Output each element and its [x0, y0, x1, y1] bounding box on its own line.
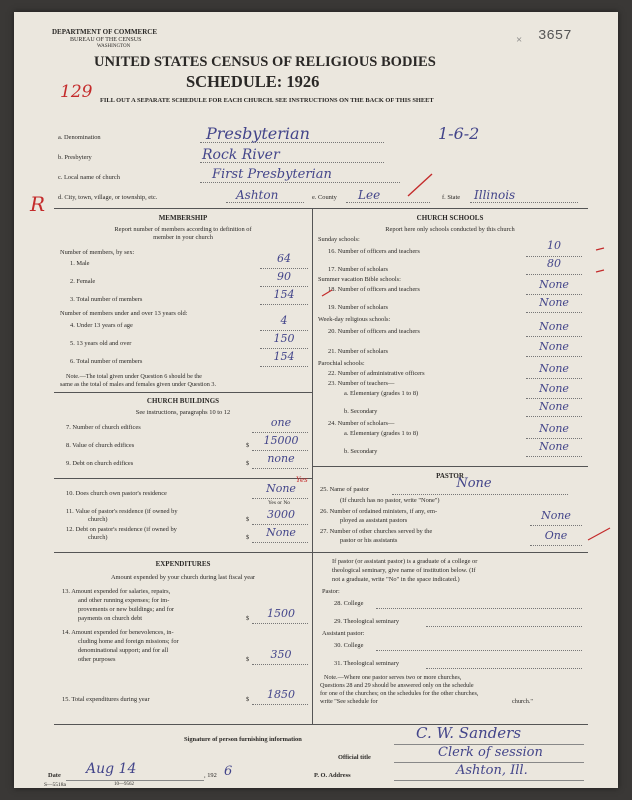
q16-value: 10: [547, 239, 561, 252]
pastor-title: PASTOR: [436, 472, 464, 480]
q29-label: 29. Theological seminary: [334, 618, 400, 625]
red-check-icon: [406, 172, 434, 198]
q17-label: 17. Number of scholars: [328, 266, 388, 273]
q19-value: None: [539, 296, 569, 309]
presbytery-value: Rock River: [202, 147, 280, 163]
q13-amount: 1500: [267, 607, 295, 620]
schools-sub: Report here only schools conducted by this church: [385, 226, 515, 233]
bureau-label: BUREAU OF THE CENSUS: [70, 37, 142, 43]
q9-dollar: $: [246, 460, 250, 467]
q4-under-13: 4: [280, 314, 288, 327]
membership-note-2: same as the total of males and females given under Question 3.: [60, 381, 217, 388]
q19-label: 19. Number of scholars: [328, 304, 388, 311]
instruction-line: FILL OUT A SEPARATE SCHEDULE FOR EACH CHURCH. SEE INSTRUCTIONS ON THE BACK OF THIS SHEET: [100, 97, 434, 104]
state-value: Illinois: [474, 188, 516, 202]
q8-value: 15000: [263, 434, 299, 447]
q23a-label: a. Elementary (grades 1 to 8): [344, 390, 419, 397]
q14-line-1: 14. Amount expended for benevolences, in-: [62, 629, 174, 636]
hand-number: 129: [60, 82, 93, 102]
pastor-note-4b: church.": [512, 698, 533, 705]
q27-line-2: pastor or his assistants: [340, 537, 398, 544]
year-prefix: , 192: [204, 772, 217, 779]
sunday-head: Sunday schools:: [318, 236, 360, 243]
q10-residence: None: [266, 482, 296, 495]
pastor-note-2: Questions 28 and 29 should be answered only on the schedule: [320, 682, 474, 689]
q7-label: 7. Number of church edifices: [66, 424, 141, 431]
expenditures-sub: Amount expended by your church during last fiscal year: [110, 574, 256, 581]
denomination-code: 1-6-2: [438, 124, 480, 143]
q7-edifices: one: [270, 416, 292, 429]
q13-line-1: 13. Amount expended for salaries, repairs,: [62, 588, 171, 595]
q11-label-1: 11. Value of pastor's residence (if owned by: [66, 508, 178, 515]
pastor-head: Pastor:: [322, 588, 340, 595]
q9-debt: none: [267, 452, 295, 465]
q14-line-3: denominational support; and for all: [78, 647, 169, 654]
pastor-note-3: for one of the churches; on the schedules for the other churches,: [320, 690, 479, 697]
q27-value: One: [544, 529, 568, 542]
city-value: Ashton: [236, 188, 279, 202]
q20-value: None: [539, 320, 569, 333]
q22-label: 22. Number of administrative officers: [328, 370, 425, 377]
red-tick-icon-membership: [320, 288, 334, 298]
q26-value: None: [541, 509, 571, 522]
q23-label: 23. Number of teachers—: [328, 380, 395, 387]
q23a-value: None: [539, 382, 569, 395]
q26-line-2: ployed as assistant pastors: [340, 517, 408, 524]
year-digit: 6: [224, 764, 233, 779]
membership-note-1: Note.—The total given under Question 6 should be the: [66, 373, 202, 380]
q24a-value: None: [539, 422, 569, 435]
form-number: 3657: [538, 28, 572, 44]
presbytery-label: b. Presbytery: [58, 154, 92, 161]
q14-line-4: other purposes: [78, 656, 116, 663]
q18-value: None: [539, 278, 569, 291]
q1-label: 1. Male: [70, 260, 90, 267]
q24a-label: a. Elementary (grades 1 to 8): [344, 430, 419, 437]
q8-label: 8. Value of church edifices: [66, 442, 135, 449]
q6-label: 6. Total number of members: [70, 358, 143, 365]
q11-label-2: church): [88, 516, 108, 523]
parochial-head: Parochial schools:: [318, 360, 365, 367]
schools-title: CHURCH SCHOOLS: [416, 214, 484, 222]
q14-amount: 350: [270, 648, 292, 661]
q2-label: 2. Female: [70, 278, 96, 285]
q28-label: 28. College: [334, 600, 364, 607]
q20-label: 20. Number of officers and teachers: [328, 328, 420, 335]
denomination-value: Presbyterian: [206, 124, 310, 143]
po-address-value: Ashton, Ill.: [456, 763, 528, 778]
county-label: e. County: [312, 194, 337, 201]
state-label: f. State: [442, 194, 461, 201]
q26-line-1: 26. Number of ordained ministers, if any, em-: [320, 508, 438, 515]
q1-male: 64: [277, 252, 291, 265]
q15-dollar: $: [246, 696, 250, 703]
q22-value: None: [539, 362, 569, 375]
q4-label: 4. Under 13 years of age: [70, 322, 133, 329]
denomination-label: a. Denomination: [58, 134, 101, 141]
county-value: Lee: [358, 188, 381, 202]
red-tick-icon: [594, 244, 606, 284]
local-name-value: First Presbyterian: [212, 167, 332, 182]
vacation-head: Summer vacation Bible schools:: [318, 276, 401, 283]
official-title-value: Clerk of session: [438, 745, 543, 760]
pastor-note-4: write "See schedule for: [320, 698, 378, 705]
q13-line-4: payments on church debt: [78, 615, 143, 622]
q3-label: 3. Total number of members: [70, 296, 143, 303]
local-name-label: c. Local name of church: [58, 174, 120, 181]
q13-dollar: $: [246, 615, 250, 622]
signature-value: C. W. Sanders: [416, 724, 522, 742]
weekday-head: Week-day religious schools:: [318, 316, 391, 323]
q11-value: 3000: [267, 508, 295, 521]
red-tick-icon-pastor: [586, 524, 612, 544]
q23b-value: None: [539, 400, 569, 413]
q6-total: 154: [273, 350, 295, 363]
q12-debt: None: [266, 526, 296, 539]
form-code: S—5518a: [44, 782, 66, 788]
signature-label: Signature of person furnishing information: [184, 736, 302, 743]
q5-label: 5. 13 years old and over: [70, 340, 132, 347]
q13-line-3: provements or new buildings; and for: [78, 606, 175, 613]
q8-dollar: $: [246, 442, 250, 449]
q10-mark: Yes: [296, 476, 308, 484]
q11-dollar: $: [246, 516, 250, 523]
q12-label-2: church): [88, 534, 108, 541]
date-value: Aug 14: [86, 761, 137, 777]
q23b-label: b. Secondary: [344, 408, 378, 415]
q13-line-2: and other running expenses; for im-: [78, 597, 170, 604]
q2-female: 90: [277, 270, 291, 283]
print-code: 10—9562: [114, 782, 134, 787]
q31-label: 31. Theological seminary: [334, 660, 400, 667]
buildings-title: CHURCH BUILDINGS: [146, 397, 220, 405]
schedule-year: SCHEDULE: 1926: [186, 72, 320, 91]
members-by-sex: Number of members, by sex:: [60, 249, 135, 256]
q24b-value: None: [539, 440, 569, 453]
q10-label: 10. Does church own pastor's residence: [66, 490, 167, 497]
q10-note: Yes or No: [268, 500, 291, 506]
date-label: Date: [48, 772, 61, 779]
membership-title: MEMBERSHIP: [158, 214, 208, 222]
membership-intro-1: Report number of members according to definition of: [114, 226, 252, 233]
q15-label: 15. Total expenditures during year: [62, 696, 150, 703]
census-schedule-page: [14, 12, 618, 788]
age-intro: Number of members under and over 13 years old:: [60, 310, 188, 317]
assistant-head: Assistant pastor:: [322, 630, 365, 637]
grad-line-3: not a graduate, write "No" in the space indicated.): [332, 576, 460, 583]
city-label: WASHINGTON: [97, 44, 131, 49]
expenditures-title: EXPENDITURES: [155, 560, 211, 568]
q12-dollar: $: [246, 534, 250, 541]
q14-line-2: cluding home and foreign missions; for: [78, 638, 179, 645]
grad-line-2: theological seminary, give name of institution below. (If: [332, 567, 476, 574]
q24-label: 24. Number of scholars—: [328, 420, 395, 427]
pastor-note-1: Note.—Where one pastor serves two or more churches,: [324, 674, 462, 681]
po-address-label: P. O. Address: [314, 772, 351, 779]
grad-line-1: If pastor (or assistant pastor) is a graduate of a college or: [332, 558, 478, 565]
city-field-label: d. City, town, village, or township, etc.: [58, 194, 158, 201]
q14-dollar: $: [246, 656, 250, 663]
q12-label-1: 12. Debt on pastor's residence (if owned by: [66, 526, 177, 533]
q25-label: 25. Name of pastor: [320, 486, 369, 493]
q16-label: 16. Number of officers and teachers: [328, 248, 420, 255]
q5-13-and-over: 150: [273, 332, 295, 345]
q30-label: 30. College: [334, 642, 364, 649]
margin-mark: R: [30, 192, 46, 216]
q27-line-1: 27. Number of other churches served by the: [320, 528, 433, 535]
official-title-label: Official title: [338, 754, 371, 761]
membership-intro-2: member in your church: [153, 234, 213, 241]
corner-mark: ×: [516, 34, 523, 46]
q3-total: 154: [273, 288, 295, 301]
buildings-sub: See instructions, paragraphs 10 to 12: [135, 409, 231, 416]
q25-note: (If church has no pastor, write "None"): [340, 497, 440, 504]
q15-total: 1850: [267, 688, 295, 701]
q25-value: None: [456, 476, 492, 491]
q17-value: 80: [547, 257, 561, 270]
department-label: DEPARTMENT OF COMMERCE: [52, 28, 158, 36]
q21-value: None: [539, 340, 569, 353]
q9-label: 9. Debt on church edifices: [66, 460, 134, 467]
q24b-label: b. Secondary: [344, 448, 378, 455]
q21-label: 21. Number of scholars: [328, 348, 388, 355]
q18-label: 18. Number of officers and teachers: [328, 286, 420, 293]
form-title: UNITED STATES CENSUS OF RELIGIOUS BODIES: [94, 54, 436, 70]
